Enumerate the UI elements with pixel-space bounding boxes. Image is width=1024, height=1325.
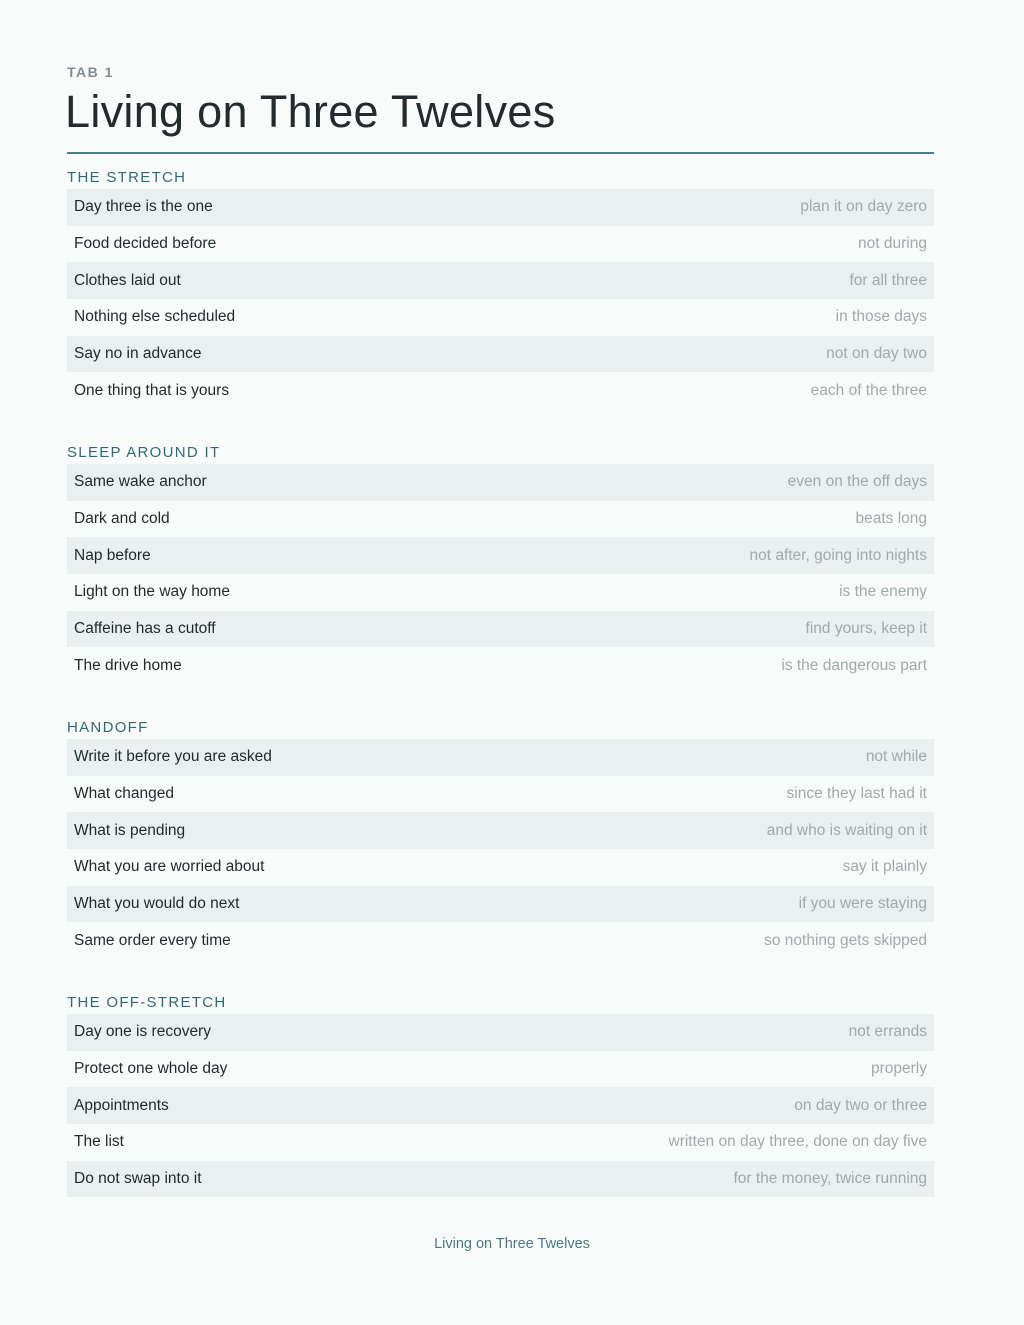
list-item	[67, 776, 934, 813]
list-item	[67, 1051, 934, 1088]
list-item	[67, 1014, 934, 1051]
item-label: Protect one whole day	[74, 1060, 228, 1078]
tab-label: TAB 1	[67, 64, 114, 80]
item-label: Day three is the one	[74, 198, 213, 216]
list-item	[67, 611, 934, 648]
item-note: for the money, twice running	[733, 1170, 927, 1188]
item-note: not on day two	[826, 345, 927, 363]
item-note: not while	[865, 748, 927, 766]
item-note: not after, going into nights	[749, 546, 927, 564]
item-note: is the dangerous part	[781, 656, 927, 674]
item-label: What changed	[74, 785, 174, 803]
item-label: Dark and cold	[74, 510, 170, 528]
item-note: and who is waiting on it	[766, 821, 927, 839]
item-label: What is pending	[74, 821, 186, 839]
item-note: since they last had it	[786, 785, 927, 803]
list-item	[67, 1087, 934, 1124]
section-heading: THE STRETCH	[67, 169, 187, 186]
item-note: not during	[858, 235, 927, 253]
list-item	[67, 886, 934, 923]
item-note: for all three	[849, 271, 927, 289]
item-label: Nap before	[74, 546, 151, 564]
list-item	[67, 849, 934, 886]
item-note: not errands	[848, 1023, 927, 1041]
list-item	[67, 739, 934, 776]
item-note: find yours, keep it	[805, 620, 927, 638]
item-note: written on day three, done on day five	[668, 1133, 927, 1151]
item-note: is the enemy	[839, 583, 927, 601]
list-item	[67, 1161, 934, 1198]
item-label: Appointments	[74, 1096, 169, 1114]
list-item	[67, 336, 934, 373]
item-label: Write it before you are asked	[74, 748, 272, 766]
list-item	[67, 537, 934, 574]
item-label: The drive home	[74, 656, 182, 674]
list-item	[67, 372, 934, 409]
section-heading: SLEEP AROUND IT	[67, 444, 221, 461]
item-label: Caffeine has a cutoff	[74, 620, 216, 638]
list-item	[67, 501, 934, 538]
item-note: plan it on day zero	[800, 198, 927, 216]
list-item	[67, 262, 934, 299]
item-label: Say no in advance	[74, 345, 202, 363]
item-note: on day two or three	[794, 1096, 927, 1114]
item-note: each of the three	[810, 381, 927, 399]
item-label: Food decided before	[74, 235, 217, 253]
list-item	[67, 464, 934, 501]
list-item	[67, 922, 934, 959]
item-label: What you are worried about	[74, 858, 265, 876]
section-heading: THE OFF-STRETCH	[67, 994, 227, 1011]
section-the-off-stretch	[67, 992, 934, 1197]
page-title: Living on Three Twelves	[65, 86, 556, 137]
item-label: Do not swap into it	[74, 1170, 202, 1188]
list-item	[67, 226, 934, 263]
list-item	[67, 574, 934, 611]
item-label: Light on the way home	[74, 583, 230, 601]
list-item	[67, 812, 934, 849]
item-note: even on the off days	[787, 473, 927, 491]
item-label: Nothing else scheduled	[74, 308, 236, 326]
item-note: in those days	[835, 308, 927, 326]
item-note: beats long	[855, 510, 927, 528]
section-heading: HANDOFF	[67, 719, 149, 736]
item-label: The list	[74, 1133, 124, 1151]
title-divider	[67, 152, 934, 154]
item-label: Same wake anchor	[74, 473, 207, 491]
item-note: properly	[871, 1060, 927, 1078]
item-label: One thing that is yours	[74, 381, 230, 399]
list-item	[67, 189, 934, 226]
section-sleep-around-it	[67, 442, 934, 684]
list-item	[67, 299, 934, 336]
list-item	[67, 1124, 934, 1161]
item-note: if you were staying	[798, 895, 927, 913]
item-label: Day one is recovery	[74, 1023, 211, 1041]
page-footer: Living on Three Twelves	[434, 1236, 590, 1252]
item-label: What you would do next	[74, 895, 240, 913]
item-note: say it plainly	[842, 858, 927, 876]
section-handoff	[67, 717, 934, 959]
item-note: so nothing gets skipped	[764, 931, 927, 949]
item-label: Same order every time	[74, 931, 231, 949]
item-label: Clothes laid out	[74, 271, 181, 289]
section-the-stretch	[67, 167, 934, 409]
list-item	[67, 647, 934, 684]
